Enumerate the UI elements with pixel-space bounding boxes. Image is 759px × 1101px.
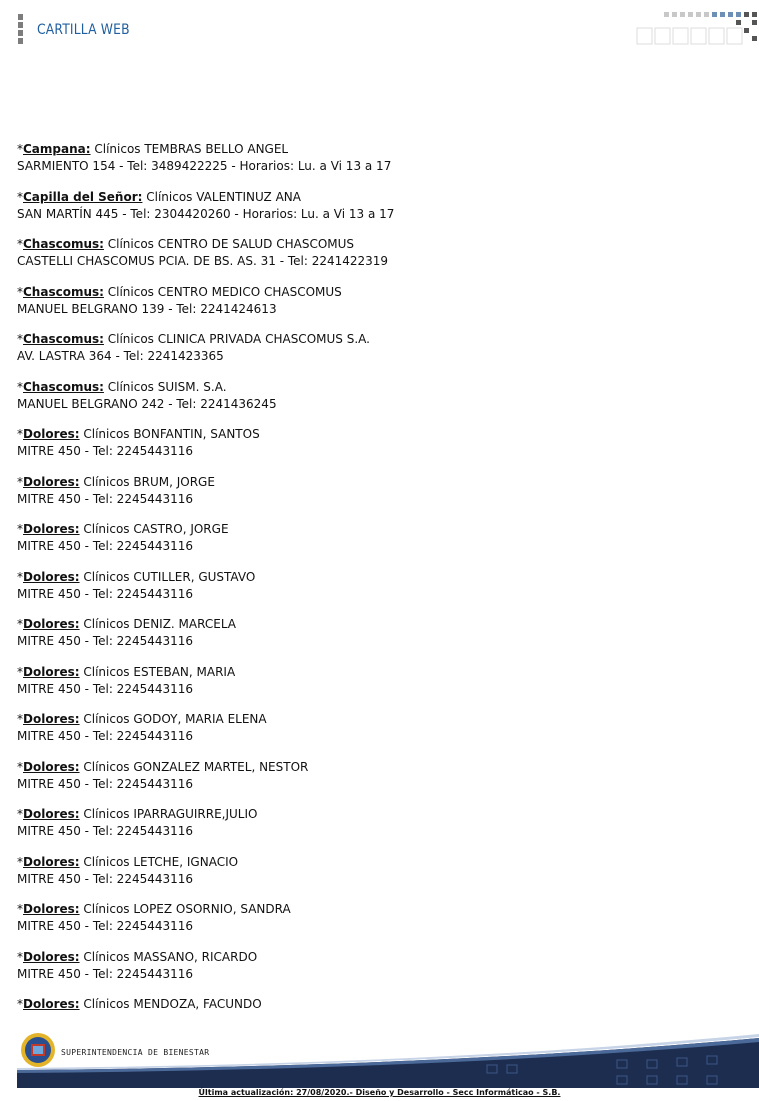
provider-address: MANUEL BELGRANO 139 - Tel: 2241424613 [17, 301, 277, 316]
footer-wave-banner [17, 1030, 759, 1088]
agency-seal-icon [20, 1032, 56, 1068]
provider-detail: Clínicos GONZALEZ MARTEL, NESTOR [79, 759, 309, 774]
provider-address: SAN MARTÍN 445 - Tel: 2304420260 - Horarios: Lu. a Vi 13 a 17 [17, 206, 395, 221]
header-accent-bar [18, 14, 23, 46]
provider-city: Dolores: [23, 712, 80, 726]
provider-entry [17, 759, 717, 793]
provider-city: Dolores: [23, 854, 80, 869]
provider-entry [17, 284, 717, 318]
provider-address: MITRE 450 - Tel: 2245443116 [17, 729, 194, 743]
provider-address: MITRE 450 - Tel: 2245443116 [17, 824, 194, 838]
provider-detail: Clínicos CENTRO MEDICO CHASCOMUS [103, 284, 342, 299]
provider-entry [17, 854, 717, 888]
provider-detail: Clínicos LOPEZ OSORNIO, SANDRA [79, 902, 291, 916]
provider-city: Chascomus: [23, 332, 104, 346]
provider-name-line: *Chascomus: Clínicos CENTRO MEDICO CHASCOMUS [17, 284, 342, 299]
provider-city: Dolores: [23, 807, 80, 821]
provider-name-line: *Dolores: Clínicos MENDOZA, FACUNDO [17, 997, 262, 1011]
provider-detail: Clínicos CUTILLER, GUSTAVO [79, 569, 256, 584]
provider-address: MITRE 450 - Tel: 2245443116 [17, 871, 194, 886]
provider-entry [17, 236, 717, 270]
provider-detail: Clínicos BRUM, JORGE [79, 474, 215, 489]
provider-address: MITRE 450 - Tel: 2245443116 [17, 491, 194, 506]
provider-address: MITRE 450 - Tel: 2245443116 [17, 681, 194, 696]
provider-city: Dolores: [23, 617, 80, 631]
provider-detail: Clínicos MASSANO, RICARDO [79, 949, 258, 964]
provider-entry [17, 331, 717, 365]
provider-name-line: *Chascomus: Clínicos CLINICA PRIVADA CHASCOMUS S.A. [17, 332, 370, 346]
provider-detail: Clínicos DENIZ. MARCELA [79, 617, 236, 631]
provider-entry [17, 949, 717, 983]
provider-detail: Clínicos LETCHE, IGNACIO [79, 854, 239, 869]
provider-city: Dolores: [23, 997, 80, 1011]
last-update-note: Última actualización: 27/08/2020.- Diseño y Desarrollo - Secc Informáticao - S.B. [198, 1088, 561, 1097]
provider-city: Chascomus: [23, 237, 104, 251]
provider-entry [17, 426, 717, 460]
provider-address: SARMIENTO 154 - Tel: 3489422225 - Horarios: Lu. a Vi 13 a 17 [17, 159, 392, 173]
provider-name-line: *Dolores: Clínicos LETCHE, IGNACIO [17, 854, 239, 869]
provider-entry [17, 711, 717, 745]
provider-entry [17, 521, 717, 555]
provider-city: Dolores: [23, 522, 80, 536]
provider-address: MITRE 450 - Tel: 2245443116 [17, 586, 194, 601]
provider-city: Chascomus: [23, 379, 104, 394]
provider-detail: Clínicos TEMBRAS BELLO ANGEL [90, 142, 289, 156]
provider-name-line: *Dolores: Clínicos CUTILLER, GUSTAVO [17, 569, 256, 584]
provider-name-line: *Dolores: Clínicos BRUM, JORGE [17, 474, 215, 489]
provider-name-line: *Dolores: Clínicos GODOY, MARIA ELENA [17, 712, 267, 726]
provider-name-line: *Dolores: Clínicos LOPEZ OSORNIO, SANDRA [17, 902, 291, 916]
provider-name-line: *Dolores: Clínicos MASSANO, RICARDO [17, 949, 258, 964]
provider-address: MANUEL BELGRANO 242 - Tel: 2241436245 [17, 396, 277, 411]
provider-detail: Clínicos SUISM. S.A. [103, 379, 227, 394]
provider-city: Dolores: [23, 569, 80, 584]
provider-name-line: *Dolores: Clínicos BONFANTIN, SANTOS [17, 427, 260, 441]
page-footer [17, 1030, 759, 1088]
provider-city: Chascomus: [23, 284, 104, 299]
page-header [0, 0, 759, 60]
provider-city: Campana: [23, 142, 91, 156]
provider-address: MITRE 450 - Tel: 2245443116 [17, 776, 194, 791]
provider-detail: Clínicos GODOY, MARIA ELENA [79, 712, 267, 726]
provider-address: MITRE 450 - Tel: 2245443116 [17, 539, 194, 553]
provider-list [17, 141, 717, 1027]
provider-entry [17, 569, 717, 603]
provider-name-line: *Dolores: Clínicos DENIZ. MARCELA [17, 617, 236, 631]
provider-city: Dolores: [23, 664, 80, 679]
provider-detail: Clínicos BONFANTIN, SANTOS [79, 427, 260, 441]
provider-entry [17, 901, 717, 935]
provider-detail: Clínicos ESTEBAN, MARIA [79, 664, 236, 679]
provider-entry [17, 996, 717, 1013]
provider-name-line: *Chascomus: Clínicos CENTRO DE SALUD CHASCOMUS [17, 237, 355, 251]
page-title: CARTILLA WEB [37, 22, 130, 38]
provider-name-line: *Campana: Clínicos TEMBRAS BELLO ANGEL [17, 142, 289, 156]
provider-detail: Clínicos IPARRAGUIRRE,JULIO [79, 807, 258, 821]
provider-detail: Clínicos CENTRO DE SALUD CHASCOMUS [103, 237, 355, 251]
provider-name-line: *Dolores: Clínicos CASTRO, JORGE [17, 522, 229, 536]
provider-entry [17, 141, 717, 175]
provider-address: MITRE 450 - Tel: 2245443116 [17, 634, 194, 648]
provider-address: AV. LASTRA 364 - Tel: 2241423365 [17, 349, 224, 363]
agency-name: SUPERINTENDENCIA DE BIENESTAR [61, 1048, 210, 1057]
provider-city: Dolores: [23, 949, 80, 964]
provider-detail: Clínicos MENDOZA, FACUNDO [79, 997, 262, 1011]
provider-detail: Clínicos CASTRO, JORGE [79, 522, 229, 536]
provider-entry [17, 189, 717, 223]
provider-address: MITRE 450 - Tel: 2245443116 [17, 444, 194, 458]
provider-name-line: *Dolores: Clínicos IPARRAGUIRRE,JULIO [17, 807, 258, 821]
provider-name-line: *Capilla del Señor: Clínicos VALENTINUZ ANA [17, 189, 301, 204]
provider-city: Dolores: [23, 759, 80, 774]
provider-entry [17, 616, 717, 650]
provider-city: Dolores: [23, 427, 80, 441]
provider-name-line: *Dolores: Clínicos ESTEBAN, MARIA [17, 664, 236, 679]
provider-entry [17, 806, 717, 840]
provider-address: MITRE 450 - Tel: 2245443116 [17, 966, 194, 981]
provider-city: Dolores: [23, 474, 80, 489]
header-pixel-decoration [634, 12, 759, 48]
provider-city: Dolores: [23, 902, 80, 916]
provider-entry [17, 474, 717, 508]
provider-detail: Clínicos CLINICA PRIVADA CHASCOMUS S.A. [103, 332, 370, 346]
provider-name-line: *Chascomus: Clínicos SUISM. S.A. [17, 379, 227, 394]
provider-name-line: *Dolores: Clínicos GONZALEZ MARTEL, NESTOR [17, 759, 309, 774]
provider-address: CASTELLI CHASCOMUS PCIA. DE BS. AS. 31 - Tel: 2241422319 [17, 254, 389, 268]
provider-entry [17, 379, 717, 413]
provider-detail: Clínicos VALENTINUZ ANA [142, 189, 301, 204]
provider-entry [17, 664, 717, 698]
provider-address: MITRE 450 - Tel: 2245443116 [17, 919, 194, 933]
provider-city: Capilla del Señor: [23, 189, 143, 204]
